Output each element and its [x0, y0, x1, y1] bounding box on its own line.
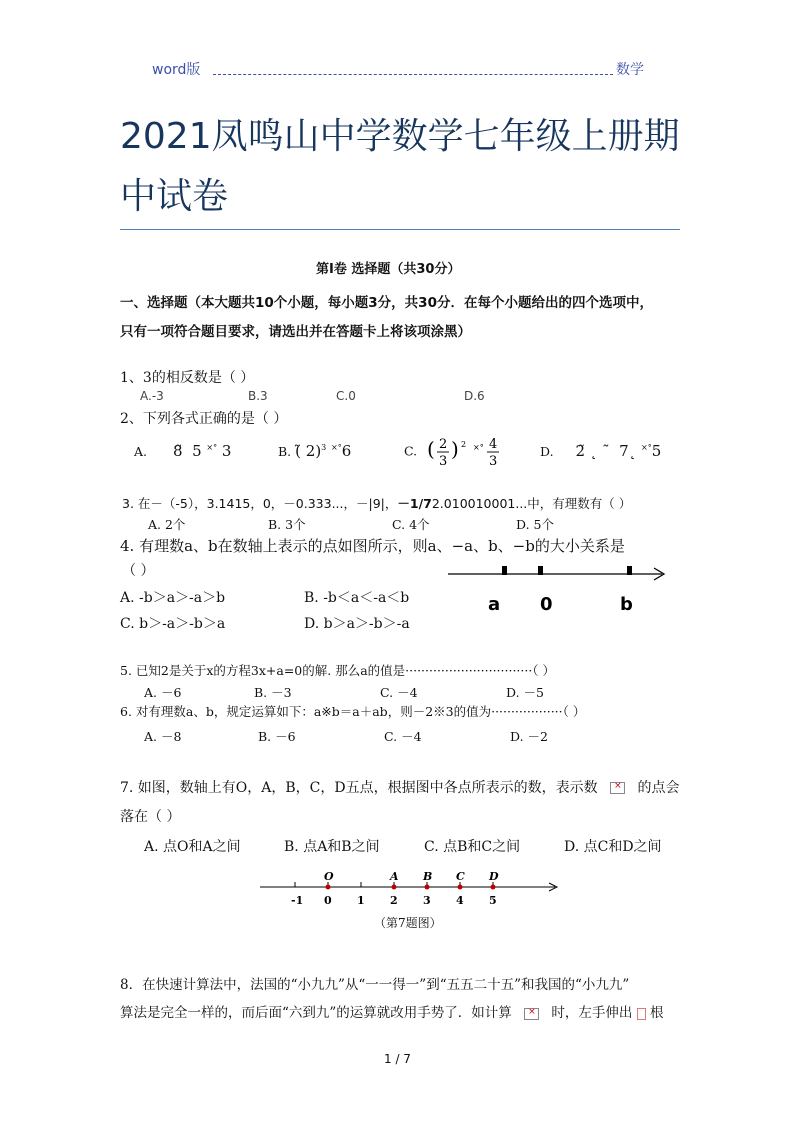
- q6-option-b: B. －6: [258, 729, 296, 744]
- q2-option-a: A. 8̃ 5 ×° 3: [134, 442, 232, 460]
- q7-point-label: D: [489, 870, 499, 883]
- q1-option-d: D.6: [464, 389, 485, 403]
- q3-option-a: A. 2个: [148, 517, 186, 532]
- broken-image-icon: [524, 1008, 539, 1020]
- q5-option-d: D. －5: [506, 685, 544, 700]
- q7-point-B: [425, 885, 430, 890]
- q7-point-label: O: [324, 870, 334, 883]
- q5-stem: 5. 已知2是关于x的方程3x+a=0的解. 那么a的值是································（ ）: [120, 663, 556, 678]
- q6-option-c: C. －4: [384, 729, 422, 744]
- q6-stem: 6. 对有理数a、b，规定运算如下：a※b＝a＋ab，则－2※3的值为··················（ ）: [120, 704, 586, 719]
- q7-tick-label: 0: [324, 894, 332, 907]
- q2-c-expression: [421, 434, 521, 470]
- q3-fraction: －1/7: [397, 496, 432, 511]
- q4-option-c: C. b＞-a＞-b＞a: [120, 616, 226, 632]
- q7-point-D: [491, 885, 496, 890]
- q3-option-c: C. 4个: [392, 517, 430, 532]
- q4-option-b: B. -b＜a＜-a＜b: [304, 590, 410, 606]
- q7-point-A: [392, 885, 397, 890]
- q4-paren: （ ）: [122, 563, 155, 579]
- q2-option-d: D. 2̃ ˛ ˜ 7˛ ×°5: [540, 442, 662, 460]
- q7-caption: （第7题图）: [374, 916, 442, 930]
- q7-point-O: [326, 885, 331, 890]
- q7-stem-line2: 落在（ ）: [120, 809, 181, 825]
- q7-option-b: B. 点A和B之间: [284, 839, 380, 855]
- page-title-line2: 中试卷: [120, 176, 229, 217]
- q4-number-line: [440, 560, 680, 614]
- q7-tick-label: 5: [489, 894, 497, 907]
- svg-text:×°: ×°: [473, 443, 484, 452]
- q3-stem: 3. 在－（-5），3.1415，0，－0.333...，－|9|，－1/72.010010001...中，有理数有（ ）: [122, 496, 632, 511]
- q6-option-d: D. －2: [510, 729, 548, 744]
- page-number: 1 / 7: [384, 1052, 411, 1066]
- q8-line2: 算法是完全一样的，而后面“六到九”的运算就改用手势了．如计算 × 时，左手伸出 根: [120, 1001, 664, 1021]
- q6-option-a: A. －8: [144, 729, 182, 744]
- section-heading: 第Ⅰ卷 选择题（共30分）: [316, 262, 461, 277]
- svg-text:3: 3: [439, 454, 448, 469]
- header-right: 数学: [616, 62, 644, 78]
- q2-stem: 2、下列各式正确的是（ ）: [120, 411, 288, 427]
- broken-image-icon: [637, 1008, 646, 1020]
- q7-option-d: D. 点C和D之间: [564, 839, 662, 855]
- section-instructions-2: 只有一项符合题目要求，请选出并在答题卡上将该项涂黑）: [120, 324, 471, 340]
- q4-point-0-tick: [538, 566, 543, 575]
- q4-point-b-tick: [627, 566, 632, 575]
- q7-option-a: A. 点O和A之间: [144, 839, 241, 855]
- title-rule: [120, 229, 680, 230]
- header-left: word版: [152, 62, 201, 78]
- q7-point-label: C: [456, 870, 465, 883]
- q7-tick-label: -1: [291, 894, 304, 907]
- q2-option-b: B. (̃ 2)$^3$ ×°6: [278, 442, 352, 460]
- q7-point-C: [458, 885, 463, 890]
- q4-label-0: 0: [540, 594, 553, 614]
- q4-stem: 4. 有理数a、b在数轴上表示的点如图所示，则a、−a、b、−b的大小关系是: [120, 537, 625, 555]
- q7-point-label: A: [390, 870, 399, 883]
- svg-text:2: 2: [439, 437, 448, 452]
- q2-option-c: C. ( 2 3 ) 2 ×° 4 3: [404, 434, 521, 470]
- q7-tick-label: 4: [456, 894, 464, 907]
- q4-option-a: A. -b＞a＞-a＞b: [120, 590, 226, 606]
- q5-option-c: C. －4: [380, 685, 418, 700]
- svg-text:3: 3: [489, 454, 498, 469]
- svg-text:2: 2: [461, 440, 467, 449]
- q5-option-b: B. －3: [254, 685, 292, 700]
- svg-text:): ): [451, 437, 459, 461]
- q4-label-a: a: [488, 594, 501, 614]
- q3-option-d: D. 5个: [516, 517, 554, 532]
- svg-text:4: 4: [489, 437, 498, 452]
- q8-line1: 8．在快速计算法中，法国的“小九九”从“一一得一”到“五五二十五”和我国的“小九九”: [120, 977, 630, 993]
- section-instructions-1: 一、选择题（本大题共10个小题，每小题3分，共30分．在每个小题给出的四个选项中，: [120, 295, 653, 311]
- q1-option-a: A.-3: [140, 389, 164, 403]
- q7-tick-label: 2: [390, 894, 398, 907]
- page-title-line1: 2021凤鸣山中学数学七年级上册期: [120, 116, 680, 157]
- q7-stem-line1: 7. 如图，数轴上有O，A，B，C，D五点，根据图中各点所表示的数，表示数 × 的点会: [120, 777, 680, 797]
- q1-stem: 1、3的相反数是（ ）: [120, 370, 255, 386]
- q7-tick-label: 3: [423, 894, 431, 907]
- broken-image-icon: [610, 782, 625, 794]
- q4-point-a-tick: [502, 566, 507, 575]
- svg-text:(: (: [427, 437, 435, 461]
- header-rule: [213, 74, 613, 75]
- q1-option-c: C.0: [336, 389, 356, 403]
- q7-option-c: C. 点B和C之间: [424, 839, 521, 855]
- q7-tick-label: 1: [357, 894, 365, 907]
- q7-point-label: B: [423, 870, 433, 883]
- q4-option-d: D. b＞a＞-b＞-a: [304, 616, 410, 632]
- q1-option-b: B.3: [248, 389, 268, 403]
- q7-number-line: [255, 866, 565, 910]
- q4-label-b: b: [620, 594, 633, 614]
- q3-option-b: B. 3个: [268, 517, 306, 532]
- q5-option-a: A. －6: [144, 685, 182, 700]
